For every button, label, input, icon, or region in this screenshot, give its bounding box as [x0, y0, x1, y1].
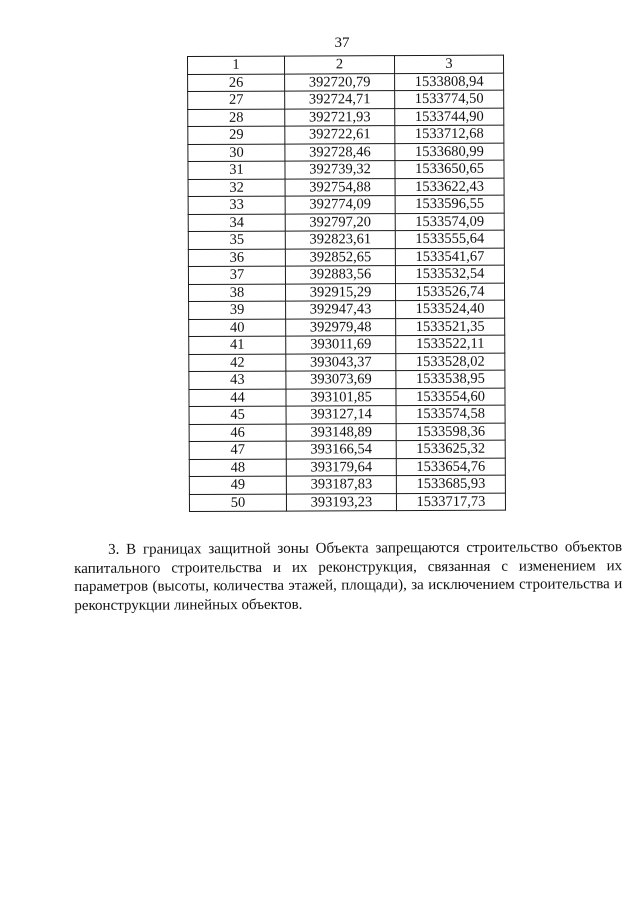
cell-x-coordinate: 393073,69: [286, 371, 396, 389]
cell-y-coordinate: 1533625,32: [396, 440, 505, 458]
cell-x-coordinate: 393148,89: [286, 423, 396, 441]
table-row: [189, 318, 505, 337]
table-row: [189, 353, 505, 372]
cell-x-coordinate: 392883,56: [285, 266, 395, 284]
table-row: [188, 265, 504, 284]
cell-point-number: 48: [189, 459, 286, 477]
cell-x-coordinate: 393101,85: [286, 388, 396, 406]
cell-point-number: 32: [188, 179, 285, 197]
column-header-x: 2: [285, 56, 395, 74]
table-row: [188, 160, 504, 179]
cell-x-coordinate: 393179,64: [286, 458, 396, 476]
table-row: [188, 230, 504, 249]
cell-y-coordinate: 1533808,94: [395, 73, 504, 91]
cell-y-coordinate: 1533528,02: [396, 353, 505, 371]
cell-point-number: 35: [188, 231, 285, 249]
column-header-point-number: 1: [188, 56, 285, 74]
cell-point-number: 45: [189, 406, 286, 424]
table-row: [189, 335, 505, 354]
cell-point-number: 33: [188, 196, 285, 214]
cell-point-number: 26: [188, 74, 285, 92]
cell-x-coordinate: 392721,93: [285, 108, 395, 126]
table-row: [189, 300, 505, 319]
restriction-paragraph: 3. В границах защитной зоны Объекта запрещаются строительство объектов капитального строительства и их реконструкция, связанная с изменением их параметров (высоты, количества этажей, площади), за исключением строительства и реконструкции линейных объектов.: [74, 539, 623, 614]
table-row: [188, 283, 504, 302]
cell-point-number: 40: [189, 319, 286, 337]
cell-point-number: 46: [189, 424, 286, 442]
cell-y-coordinate: 1533522,11: [396, 335, 505, 353]
table-row: [189, 388, 505, 407]
cell-y-coordinate: 1533654,76: [396, 458, 505, 476]
cell-x-coordinate: 392823,61: [285, 231, 395, 249]
cell-point-number: 29: [188, 126, 285, 144]
cell-x-coordinate: 392774,09: [285, 196, 395, 214]
table-row: [188, 143, 504, 162]
cell-x-coordinate: 392724,71: [285, 91, 395, 109]
table-row: [189, 493, 505, 512]
cell-y-coordinate: 1533541,67: [395, 248, 504, 266]
table-row: [189, 405, 505, 424]
cell-point-number: 38: [188, 284, 285, 302]
cell-x-coordinate: 393043,37: [286, 353, 396, 371]
cell-x-coordinate: 392947,43: [286, 301, 396, 319]
cell-y-coordinate: 1533574,09: [395, 213, 504, 231]
cell-x-coordinate: 392754,88: [285, 178, 395, 196]
cell-y-coordinate: 1533717,73: [396, 493, 505, 511]
cell-y-coordinate: 1533774,50: [395, 90, 504, 108]
cell-y-coordinate: 1533555,64: [395, 230, 504, 248]
table-row: [189, 370, 505, 389]
cell-point-number: 28: [188, 109, 285, 127]
cell-x-coordinate: 393193,23: [286, 493, 396, 511]
cell-y-coordinate: 1533526,74: [395, 283, 504, 301]
cell-y-coordinate: 1533596,55: [395, 195, 504, 213]
cell-x-coordinate: 393187,83: [286, 476, 396, 494]
cell-point-number: 31: [188, 161, 285, 179]
cell-x-coordinate: 392915,29: [285, 283, 395, 301]
coordinates-table: [187, 55, 506, 512]
cell-point-number: 42: [189, 354, 286, 372]
cell-point-number: 36: [188, 249, 285, 267]
cell-point-number: 44: [189, 389, 286, 407]
table-row: [188, 90, 504, 109]
table-row: [188, 108, 504, 127]
cell-x-coordinate: 392722,61: [285, 126, 395, 144]
cell-y-coordinate: 1533650,65: [395, 160, 504, 178]
cell-point-number: 50: [189, 494, 286, 512]
table-row: [188, 195, 504, 214]
column-header-y: 3: [395, 55, 504, 73]
cell-y-coordinate: 1533622,43: [395, 178, 504, 196]
cell-y-coordinate: 1533744,90: [395, 108, 504, 126]
cell-x-coordinate: 392852,65: [285, 248, 395, 266]
table-body: [188, 73, 506, 512]
table-row: [189, 475, 505, 494]
cell-x-coordinate: 392979,48: [286, 318, 396, 336]
page-number: 37: [334, 35, 350, 51]
cell-y-coordinate: 1533538,95: [396, 370, 505, 388]
table-row: [189, 440, 505, 459]
cell-x-coordinate: 392720,79: [285, 73, 395, 91]
table-row: [188, 178, 504, 197]
cell-x-coordinate: 392797,20: [285, 213, 395, 231]
table-row: [188, 213, 504, 232]
cell-point-number: 30: [188, 144, 285, 162]
cell-y-coordinate: 1533532,54: [395, 265, 504, 283]
table-header-row: [188, 55, 504, 74]
cell-y-coordinate: 1533598,36: [396, 423, 505, 441]
cell-y-coordinate: 1533574,58: [396, 405, 505, 423]
cell-y-coordinate: 1533521,35: [396, 318, 505, 336]
cell-point-number: 47: [189, 441, 286, 459]
cell-point-number: 41: [189, 336, 286, 354]
cell-y-coordinate: 1533524,40: [396, 300, 505, 318]
cell-point-number: 37: [188, 266, 285, 284]
cell-point-number: 34: [188, 214, 285, 232]
cell-x-coordinate: 393127,14: [286, 406, 396, 424]
cell-point-number: 43: [189, 371, 286, 389]
cell-y-coordinate: 1533554,60: [396, 388, 505, 406]
table-row: [189, 423, 505, 442]
cell-y-coordinate: 1533712,68: [395, 125, 504, 143]
table-row: [188, 73, 504, 92]
cell-point-number: 39: [189, 301, 286, 319]
cell-y-coordinate: 1533685,93: [396, 475, 505, 493]
table-row: [189, 458, 505, 477]
cell-point-number: 49: [189, 476, 286, 494]
cell-x-coordinate: 392728,46: [285, 143, 395, 161]
cell-x-coordinate: 393166,54: [286, 441, 396, 459]
cell-x-coordinate: 392739,32: [285, 161, 395, 179]
table-row: [188, 248, 504, 267]
table-row: [188, 125, 504, 144]
cell-y-coordinate: 1533680,99: [395, 143, 504, 161]
cell-point-number: 27: [188, 91, 285, 109]
cell-x-coordinate: 393011,69: [286, 336, 396, 354]
